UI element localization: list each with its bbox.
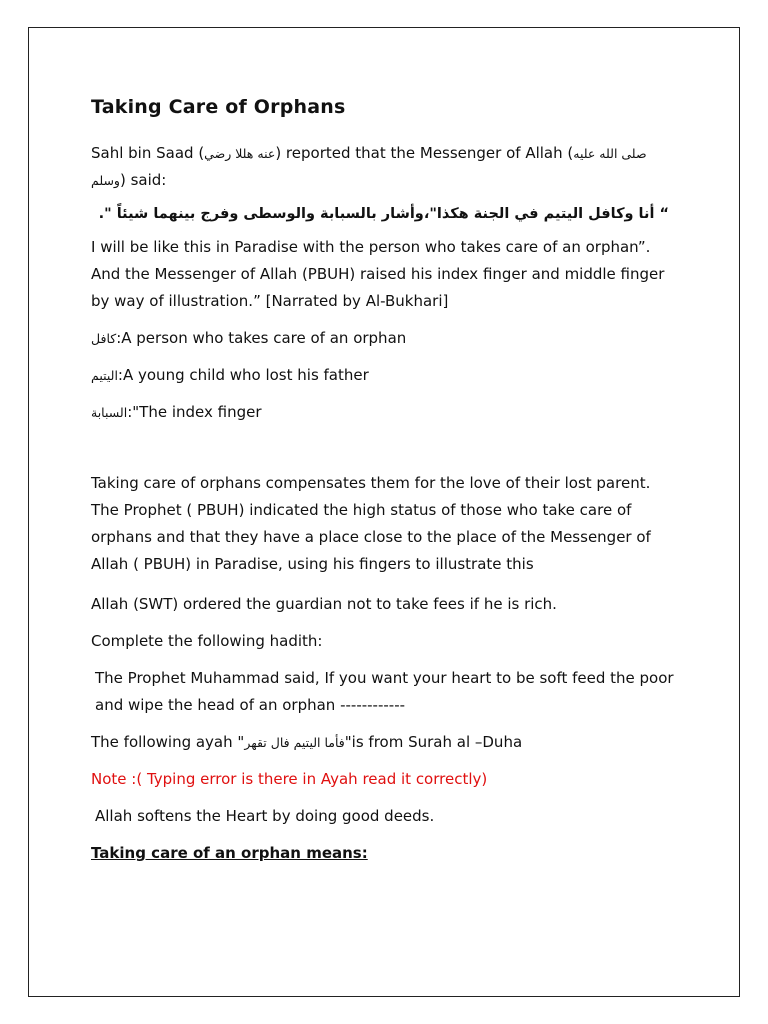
paragraph-compensation: Taking care of orphans compensates them for the love of their lost parent. The Prophet ( PBUH) indicated the high status of those who take care of orphans and that they have a place close to the place of the Messenger of Allah ( PBUH) in Paradise, using his fingers to illustrate this: [91, 474, 651, 573]
paragraph-softens-heart: Allah softens the Heart by doing good deeds.: [95, 807, 435, 825]
vocab-definition: :A young child who lost his father: [117, 366, 369, 384]
vocab-item: [91, 399, 681, 426]
document-body: [91, 96, 681, 867]
vocab-definition: :"The index finger: [127, 403, 262, 421]
vocab-term: كافل: [91, 331, 117, 346]
hadith-arabic-text: “ أنا وكافل اليتيم في الجنة هكذا"،وأشار بالسبابة والوسطى وفرج بينهما شيئاً ".: [98, 206, 669, 222]
page-title: Taking Care of Orphans: [91, 96, 346, 118]
section-heading: Taking care of an orphan means:: [91, 844, 368, 862]
vocab-item: [91, 325, 681, 352]
ayah-before: The following ayah ": [91, 733, 245, 751]
intro-arabic-2: صلى الله عليه وسلم: [91, 146, 647, 188]
paragraph-ayah: [91, 729, 681, 756]
paragraph-soft-heart: The Prophet Muhammad said, If you want your heart to be soft feed the poor and wipe the head of an orphan ------------: [95, 669, 674, 714]
vocab-term: السبابة: [91, 405, 128, 420]
intro-arabic-1: عنه هللا رضي: [204, 146, 276, 161]
hadith-translation: I will be like this in Paradise with the person who takes care of an orphan”. And the Messenger of Allah (PBUH) raised his index finger and middle finger by way of illustration.” [Narrated by Al-Bukhari]: [91, 238, 665, 310]
intro-part-3: ) said:: [119, 171, 167, 189]
paragraph-complete-hadith: Complete the following hadith:: [91, 632, 323, 650]
paragraph-guardian: Allah (SWT) ordered the guardian not to take fees if he is rich.: [91, 595, 557, 613]
ayah-after: "is from Surah al –Duha: [344, 733, 523, 751]
note-typing-error: Note :( Typing error is there in Ayah read it correctly): [91, 770, 488, 788]
intro-part-1: Sahl bin Saad (: [91, 144, 205, 162]
vocab-definition: :A person who takes care of an orphan: [116, 329, 407, 347]
vocab-item: [91, 362, 681, 389]
vocab-term: اليتيم: [91, 368, 118, 383]
intro-part-2: ) reported that the Messenger of Allah (: [275, 144, 574, 162]
intro-paragraph: [91, 140, 681, 194]
ayah-arabic: فأما اليتيم فال تقهر: [244, 735, 345, 750]
